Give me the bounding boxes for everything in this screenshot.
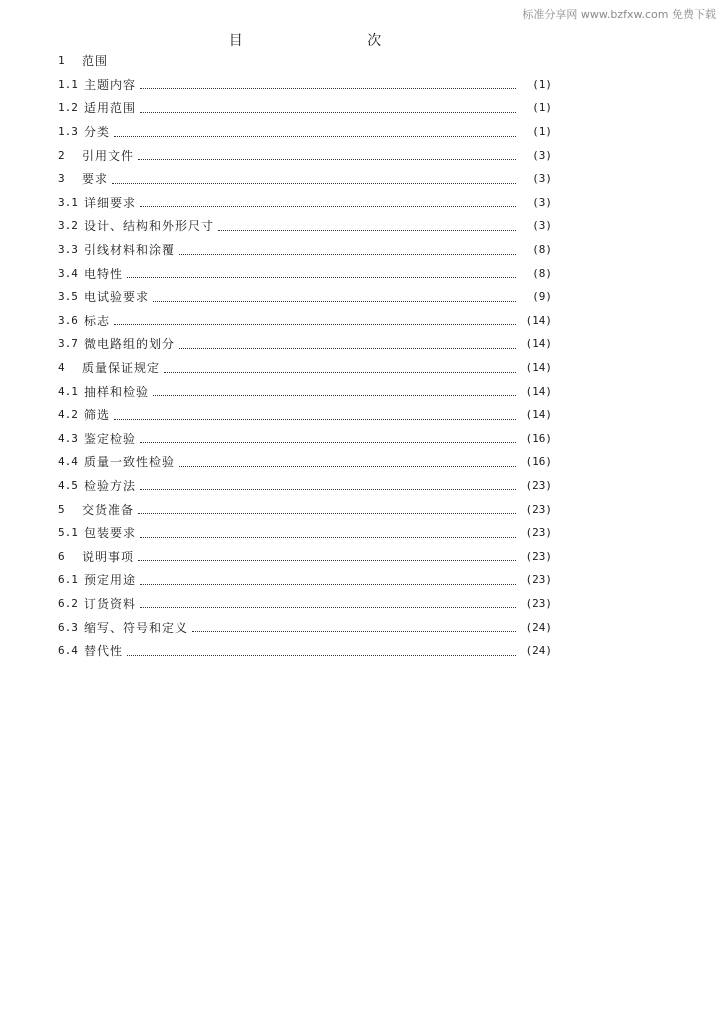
toc-entry-number: 6.1	[58, 573, 78, 587]
toc-entry[interactable]	[58, 49, 552, 73]
toc-entry-page: (1)	[532, 125, 552, 139]
toc-entry-number: 4	[58, 361, 65, 375]
toc-leader-dots	[140, 488, 516, 490]
toc-leader-dots	[140, 87, 516, 89]
toc-entry-page: (3)	[532, 172, 552, 186]
toc-entry-page: (23)	[525, 526, 552, 540]
toc-entry-label: 抽样和检验	[84, 384, 150, 399]
toc-entry-label: 分类	[84, 125, 111, 140]
toc-leader-dots	[192, 630, 516, 632]
toc-leader-dots	[140, 441, 516, 443]
toc-leader-dots	[140, 583, 516, 585]
toc-entry-label: 详细要求	[84, 195, 137, 210]
toc-entry[interactable]	[58, 450, 552, 474]
toc-entry-number: 6.2	[58, 596, 78, 610]
toc-entry[interactable]	[58, 639, 552, 663]
toc-entry[interactable]	[58, 427, 552, 451]
toc-entry[interactable]	[58, 332, 552, 356]
toc-entry[interactable]	[58, 474, 552, 498]
toc-entry-page: (23)	[525, 596, 552, 610]
toc-leader-dots	[140, 205, 516, 207]
toc-entry-label: 交货准备	[82, 502, 135, 517]
toc-entry-number: 5	[58, 502, 65, 516]
toc-entry-page: (24)	[525, 644, 552, 658]
toc-entry[interactable]	[58, 356, 552, 380]
toc-entry-label: 设计、结构和外形尺寸	[84, 219, 215, 234]
toc-entry-page: (16)	[525, 431, 552, 445]
page-title: 目 次	[228, 33, 442, 49]
toc-entry-page: (8)	[532, 243, 552, 257]
toc-leader-dots	[112, 182, 516, 184]
toc-entry-page: (23)	[525, 573, 552, 587]
toc-entry-number: 3.7	[58, 337, 78, 351]
toc-entry-number: 6.3	[58, 620, 78, 634]
toc-entry-label: 电特性	[84, 266, 124, 281]
toc-entry-page: (3)	[532, 148, 552, 162]
toc-entry-page: (16)	[525, 455, 552, 469]
toc-leader-dots	[138, 559, 516, 561]
toc-entry-page: (14)	[525, 313, 552, 327]
toc-entry[interactable]	[58, 521, 552, 545]
toc-leader-dots	[140, 111, 516, 113]
toc-entry-page: (1)	[532, 77, 552, 91]
toc-entry-label: 范围	[82, 54, 109, 69]
toc-entry[interactable]	[58, 143, 552, 167]
toc-entry[interactable]	[58, 379, 552, 403]
toc-entry-label: 鉴定检验	[84, 431, 137, 446]
toc-entry[interactable]	[58, 309, 552, 333]
toc-entry-label: 引线材料和涂覆	[84, 243, 176, 258]
toc-leader-dots	[138, 512, 516, 514]
toc-entry-page: (3)	[532, 219, 552, 233]
toc-entry-page: (9)	[532, 290, 552, 304]
toc-entry-number: 3.1	[58, 195, 78, 209]
watermark-text: 标准分享网 www.bzfxw.com 免费下载	[522, 8, 716, 21]
toc-leader-dots	[218, 229, 516, 231]
toc-entry-number: 4.4	[58, 455, 78, 469]
toc-entry-page: (24)	[525, 620, 552, 634]
toc-entry-number: 1.2	[58, 101, 78, 115]
toc-entry[interactable]	[58, 568, 552, 592]
toc-entry-label: 说明事项	[82, 549, 135, 564]
toc-leader-dots	[140, 536, 516, 538]
table-of-contents	[58, 49, 552, 662]
toc-leader-dots	[140, 606, 516, 608]
toc-entry-page: (14)	[525, 408, 552, 422]
toc-entry-page: (1)	[532, 101, 552, 115]
toc-entry-label: 电试验要求	[84, 290, 150, 305]
toc-entry-label: 预定用途	[84, 573, 137, 588]
toc-entry-number: 1	[58, 54, 65, 68]
toc-entry[interactable]	[58, 615, 552, 639]
toc-leader-dots	[179, 465, 516, 467]
toc-entry[interactable]	[58, 73, 552, 97]
toc-entry-page: (23)	[525, 549, 552, 563]
toc-entry-label: 替代性	[84, 644, 124, 659]
toc-entry-number: 4.3	[58, 431, 78, 445]
toc-entry[interactable]	[58, 191, 552, 215]
toc-leader-dots	[114, 135, 516, 137]
toc-entry-label: 订货资料	[84, 596, 137, 611]
toc-entry-number: 5.1	[58, 526, 78, 540]
toc-entry[interactable]	[58, 214, 552, 238]
toc-entry[interactable]	[58, 592, 552, 616]
toc-leader-dots	[127, 654, 516, 656]
toc-entry-page: (14)	[525, 384, 552, 398]
toc-entry-label: 缩写、符号和定义	[84, 620, 189, 635]
toc-entry[interactable]	[58, 96, 552, 120]
toc-entry-page: (23)	[525, 502, 552, 516]
toc-entry-page: (3)	[532, 195, 552, 209]
toc-entry-label: 质量一致性检验	[84, 455, 176, 470]
toc-entry-number: 2	[58, 148, 65, 162]
toc-entry-number: 4.2	[58, 408, 78, 422]
toc-entry[interactable]	[58, 167, 552, 191]
toc-entry-label: 标志	[84, 313, 111, 328]
toc-leader-dots	[114, 418, 516, 420]
toc-entry-number: 4.5	[58, 478, 78, 492]
toc-entry-label: 筛选	[84, 408, 111, 423]
toc-entry[interactable]	[58, 403, 552, 427]
toc-entry-label: 主题内容	[84, 77, 137, 92]
toc-entry-number: 6	[58, 549, 65, 563]
toc-leader-dots	[179, 347, 516, 349]
toc-entry-number: 3.3	[58, 243, 78, 257]
toc-entry-number: 3	[58, 172, 65, 186]
toc-entry-number: 3.5	[58, 290, 78, 304]
toc-entry-page: (23)	[525, 478, 552, 492]
toc-entry-page: (14)	[525, 361, 552, 375]
toc-entry[interactable]	[58, 120, 552, 144]
toc-entry-page: (8)	[532, 266, 552, 280]
toc-entry[interactable]	[58, 238, 552, 262]
toc-leader-dots	[138, 158, 516, 160]
toc-leader-dots	[153, 300, 516, 302]
toc-entry[interactable]	[58, 261, 552, 285]
toc-leader-dots	[114, 323, 516, 325]
toc-entry-label: 适用范围	[84, 101, 137, 116]
toc-entry-label: 检验方法	[84, 478, 137, 493]
toc-entry-label: 包装要求	[84, 526, 137, 541]
toc-entry-label: 要求	[82, 172, 109, 187]
toc-leader-dots	[164, 371, 516, 373]
toc-entry-label: 引用文件	[82, 148, 135, 163]
toc-entry[interactable]	[58, 544, 552, 568]
toc-leader-dots	[127, 276, 516, 278]
toc-entry-number: 3.2	[58, 219, 78, 233]
toc-entry-label: 微电路组的划分	[84, 337, 176, 352]
toc-leader-dots	[179, 253, 516, 255]
toc-entry-label: 质量保证规定	[82, 361, 161, 376]
toc-entry-number: 1.1	[58, 77, 78, 91]
toc-entry[interactable]	[58, 285, 552, 309]
toc-entry-number: 4.1	[58, 384, 78, 398]
toc-entry-number: 3.4	[58, 266, 78, 280]
toc-entry-number: 3.6	[58, 313, 78, 327]
toc-entry-number: 6.4	[58, 644, 78, 658]
toc-entry-page: (14)	[525, 337, 552, 351]
toc-entry[interactable]	[58, 497, 552, 521]
toc-entry-number: 1.3	[58, 125, 78, 139]
toc-leader-dots	[153, 394, 516, 396]
